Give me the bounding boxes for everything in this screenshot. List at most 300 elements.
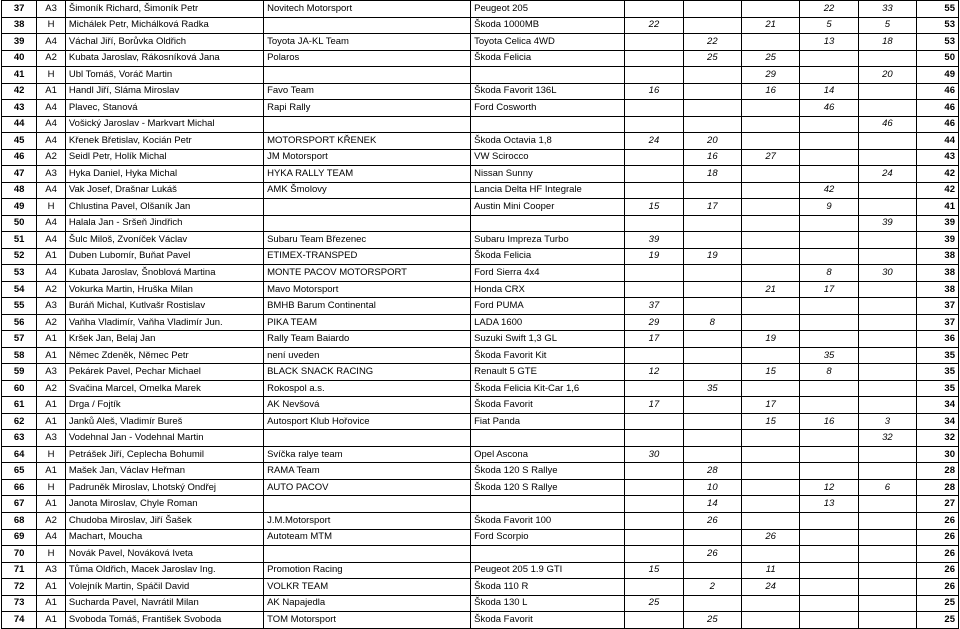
stage-1-points-cell	[625, 34, 683, 51]
stage-5-points-cell: 33	[858, 1, 916, 18]
stage-2-points-cell: 28	[683, 463, 741, 480]
stage-3-points-cell: 15	[742, 413, 800, 430]
class-cell: H	[37, 67, 66, 84]
crew-cell: Šimoník Richard, Šimoník Petr	[65, 1, 263, 18]
crew-cell: Janků Aleš, Vladimír Bureš	[65, 413, 263, 430]
stage-5-points-cell	[858, 298, 916, 315]
crew-cell: Seidl Petr, Holík Michal	[65, 149, 263, 166]
team-cell: Rokospol a.s.	[264, 380, 471, 397]
position-cell: 46	[2, 149, 37, 166]
team-cell	[264, 430, 471, 447]
stage-5-points-cell	[858, 248, 916, 265]
total-points-cell: 34	[917, 397, 959, 414]
stage-5-points-cell	[858, 232, 916, 249]
stage-4-points-cell	[800, 546, 858, 563]
stage-4-points-cell: 14	[800, 83, 858, 100]
car-cell	[471, 546, 625, 563]
stage-5-points-cell: 32	[858, 430, 916, 447]
team-cell: AUTO PACOV	[264, 479, 471, 496]
total-points-cell: 55	[917, 1, 959, 18]
stage-1-points-cell: 17	[625, 397, 683, 414]
car-cell	[471, 67, 625, 84]
stage-4-points-cell	[800, 380, 858, 397]
stage-5-points-cell	[858, 347, 916, 364]
results-body	[2, 1, 959, 629]
team-cell: AMK Šmolovy	[264, 182, 471, 199]
stage-4-points-cell	[800, 562, 858, 579]
crew-cell: Vaňha Vladimír, Vaňha Vladimír Jun.	[65, 314, 263, 331]
car-cell: Nissan Sunny	[471, 166, 625, 183]
stage-1-points-cell: 37	[625, 298, 683, 315]
stage-1-points-cell: 25	[625, 595, 683, 612]
team-cell: Rapi Rally	[264, 100, 471, 117]
class-cell: A2	[37, 512, 66, 529]
table-row	[2, 34, 959, 51]
stage-3-points-cell: 26	[742, 529, 800, 546]
stage-2-points-cell	[683, 182, 741, 199]
crew-cell: Michálek Petr, Michálková Radka	[65, 17, 263, 34]
class-cell: A1	[37, 397, 66, 414]
class-cell: H	[37, 546, 66, 563]
stage-5-points-cell: 3	[858, 413, 916, 430]
stage-2-points-cell	[683, 1, 741, 18]
table-row	[2, 380, 959, 397]
class-cell: H	[37, 17, 66, 34]
table-row	[2, 463, 959, 480]
stage-2-points-cell: 10	[683, 479, 741, 496]
stage-5-points-cell	[858, 199, 916, 216]
class-cell: A4	[37, 133, 66, 150]
crew-cell: Ubl Tomáš, Voráč Martin	[65, 67, 263, 84]
position-cell: 68	[2, 512, 37, 529]
total-points-cell: 42	[917, 182, 959, 199]
stage-1-points-cell: 22	[625, 17, 683, 34]
position-cell: 66	[2, 479, 37, 496]
table-row	[2, 166, 959, 183]
crew-cell: Vošický Jaroslav - Markvart Michal	[65, 116, 263, 133]
car-cell: Škoda Felicia	[471, 50, 625, 67]
total-points-cell: 26	[917, 512, 959, 529]
stage-3-points-cell	[742, 298, 800, 315]
table-row	[2, 496, 959, 513]
stage-3-points-cell	[742, 34, 800, 51]
stage-5-points-cell: 6	[858, 479, 916, 496]
stage-4-points-cell: 42	[800, 182, 858, 199]
stage-4-points-cell	[800, 298, 858, 315]
table-row	[2, 17, 959, 34]
stage-4-points-cell	[800, 331, 858, 348]
position-cell: 53	[2, 265, 37, 282]
total-points-cell: 46	[917, 100, 959, 117]
stage-3-points-cell	[742, 347, 800, 364]
crew-cell: Chudoba Miroslav, Jiří Šašek	[65, 512, 263, 529]
stage-5-points-cell	[858, 133, 916, 150]
table-row	[2, 50, 959, 67]
stage-2-points-cell	[683, 265, 741, 282]
stage-4-points-cell: 5	[800, 17, 858, 34]
table-row	[2, 67, 959, 84]
crew-cell: Sucharda Pavel, Navrátil Milan	[65, 595, 263, 612]
stage-5-points-cell: 20	[858, 67, 916, 84]
total-points-cell: 28	[917, 479, 959, 496]
position-cell: 44	[2, 116, 37, 133]
crew-cell: Machart, Moucha	[65, 529, 263, 546]
stage-4-points-cell: 22	[800, 1, 858, 18]
table-row	[2, 546, 959, 563]
car-cell: LADA 1600	[471, 314, 625, 331]
class-cell: A2	[37, 149, 66, 166]
stage-1-points-cell	[625, 579, 683, 596]
stage-3-points-cell: 19	[742, 331, 800, 348]
crew-cell: Vodehnal Jan - Vodehnal Martin	[65, 430, 263, 447]
stage-1-points-cell	[625, 347, 683, 364]
stage-2-points-cell: 19	[683, 248, 741, 265]
stage-4-points-cell: 8	[800, 364, 858, 381]
team-cell: BMHB Barum Continental	[264, 298, 471, 315]
team-cell: Favo Team	[264, 83, 471, 100]
stage-1-points-cell	[625, 413, 683, 430]
team-cell	[264, 199, 471, 216]
team-cell: Promotion Racing	[264, 562, 471, 579]
team-cell: JM Motorsport	[264, 149, 471, 166]
stage-3-points-cell: 16	[742, 83, 800, 100]
table-row	[2, 512, 959, 529]
total-points-cell: 26	[917, 579, 959, 596]
table-row	[2, 133, 959, 150]
stage-5-points-cell	[858, 149, 916, 166]
position-cell: 61	[2, 397, 37, 414]
results-table	[1, 0, 959, 629]
stage-4-points-cell: 16	[800, 413, 858, 430]
crew-cell: Mašek Jan, Václav Heřman	[65, 463, 263, 480]
position-cell: 45	[2, 133, 37, 150]
table-row	[2, 397, 959, 414]
stage-1-points-cell	[625, 380, 683, 397]
stage-3-points-cell: 21	[742, 17, 800, 34]
table-row	[2, 199, 959, 216]
total-points-cell: 35	[917, 380, 959, 397]
stage-5-points-cell	[858, 595, 916, 612]
crew-cell: Pekárek Pavel, Pechar Michael	[65, 364, 263, 381]
stage-2-points-cell	[683, 331, 741, 348]
total-points-cell: 53	[917, 17, 959, 34]
team-cell: TOM Motorsport	[264, 612, 471, 629]
team-cell: Autoteam MTM	[264, 529, 471, 546]
stage-3-points-cell	[742, 512, 800, 529]
class-cell: A4	[37, 116, 66, 133]
position-cell: 43	[2, 100, 37, 117]
table-row	[2, 248, 959, 265]
class-cell: A4	[37, 529, 66, 546]
stage-1-points-cell: 15	[625, 199, 683, 216]
team-cell	[264, 496, 471, 513]
car-cell: Peugeot 205	[471, 1, 625, 18]
team-cell: J.M.Motorsport	[264, 512, 471, 529]
stage-3-points-cell	[742, 133, 800, 150]
total-points-cell: 44	[917, 133, 959, 150]
stage-4-points-cell: 13	[800, 496, 858, 513]
stage-3-points-cell	[742, 446, 800, 463]
position-cell: 50	[2, 215, 37, 232]
stage-4-points-cell	[800, 314, 858, 331]
stage-2-points-cell	[683, 562, 741, 579]
total-points-cell: 30	[917, 446, 959, 463]
stage-5-points-cell	[858, 380, 916, 397]
table-row	[2, 83, 959, 100]
class-cell: A1	[37, 595, 66, 612]
team-cell	[264, 215, 471, 232]
stage-4-points-cell	[800, 133, 858, 150]
class-cell: A1	[37, 579, 66, 596]
car-cell: Suzuki Swift 1,3 GL	[471, 331, 625, 348]
class-cell: A2	[37, 380, 66, 397]
crew-cell: Handl Jiří, Sláma Miroslav	[65, 83, 263, 100]
stage-4-points-cell	[800, 248, 858, 265]
stage-1-points-cell: 29	[625, 314, 683, 331]
team-cell: Autosport Klub Hořovice	[264, 413, 471, 430]
table-row	[2, 215, 959, 232]
stage-2-points-cell	[683, 364, 741, 381]
stage-1-points-cell	[625, 1, 683, 18]
team-cell: ETIMEX-TRANSPED	[264, 248, 471, 265]
car-cell: Ford PUMA	[471, 298, 625, 315]
table-row	[2, 612, 959, 629]
crew-cell: Halala Jan - Sršeň Jindřich	[65, 215, 263, 232]
total-points-cell: 37	[917, 298, 959, 315]
stage-1-points-cell: 19	[625, 248, 683, 265]
total-points-cell: 32	[917, 430, 959, 447]
position-cell: 69	[2, 529, 37, 546]
team-cell: Polaros	[264, 50, 471, 67]
stage-2-points-cell	[683, 413, 741, 430]
stage-1-points-cell	[625, 281, 683, 298]
position-cell: 39	[2, 34, 37, 51]
car-cell: Škoda Favorit Kit	[471, 347, 625, 364]
position-cell: 54	[2, 281, 37, 298]
stage-5-points-cell	[858, 463, 916, 480]
car-cell: Lancia Delta HF Integrale	[471, 182, 625, 199]
crew-cell: Janota Miroslav, Chyle Roman	[65, 496, 263, 513]
stage-1-points-cell: 39	[625, 232, 683, 249]
table-row	[2, 364, 959, 381]
stage-5-points-cell: 39	[858, 215, 916, 232]
stage-3-points-cell: 25	[742, 50, 800, 67]
stage-4-points-cell: 13	[800, 34, 858, 51]
stage-5-points-cell	[858, 397, 916, 414]
car-cell: Škoda Favorit 136L	[471, 83, 625, 100]
car-cell: Škoda 110 R	[471, 579, 625, 596]
class-cell: A3	[37, 364, 66, 381]
class-cell: A4	[37, 182, 66, 199]
stage-2-points-cell: 20	[683, 133, 741, 150]
car-cell: Škoda Octavia 1,8	[471, 133, 625, 150]
stage-3-points-cell: 17	[742, 397, 800, 414]
stage-3-points-cell	[742, 182, 800, 199]
crew-cell: Chlustina Pavel, Olšaník Jan	[65, 199, 263, 216]
car-cell: Ford Scorpio	[471, 529, 625, 546]
car-cell: Škoda Felicia Kit-Car 1,6	[471, 380, 625, 397]
stage-3-points-cell	[742, 232, 800, 249]
stage-4-points-cell	[800, 215, 858, 232]
stage-3-points-cell	[742, 265, 800, 282]
team-cell: AK Napajedla	[264, 595, 471, 612]
car-cell: Fiat Panda	[471, 413, 625, 430]
stage-2-points-cell	[683, 67, 741, 84]
stage-5-points-cell	[858, 83, 916, 100]
stage-2-points-cell: 22	[683, 34, 741, 51]
crew-cell: Tůma Oldřich, Macek Jaroslav Ing.	[65, 562, 263, 579]
stage-1-points-cell	[625, 496, 683, 513]
total-points-cell: 27	[917, 496, 959, 513]
stage-1-points-cell	[625, 512, 683, 529]
total-points-cell: 46	[917, 116, 959, 133]
position-cell: 51	[2, 232, 37, 249]
stage-1-points-cell: 15	[625, 562, 683, 579]
stage-1-points-cell	[625, 529, 683, 546]
stage-5-points-cell: 30	[858, 265, 916, 282]
position-cell: 48	[2, 182, 37, 199]
stage-5-points-cell	[858, 100, 916, 117]
stage-4-points-cell	[800, 397, 858, 414]
stage-5-points-cell	[858, 612, 916, 629]
table-row	[2, 149, 959, 166]
car-cell	[471, 116, 625, 133]
stage-2-points-cell	[683, 595, 741, 612]
position-cell: 60	[2, 380, 37, 397]
position-cell: 70	[2, 546, 37, 563]
total-points-cell: 53	[917, 34, 959, 51]
crew-cell: Novák Pavel, Nováková Iveta	[65, 546, 263, 563]
stage-1-points-cell	[625, 265, 683, 282]
team-cell: AK Nevšová	[264, 397, 471, 414]
class-cell: A1	[37, 496, 66, 513]
table-row	[2, 314, 959, 331]
total-points-cell: 25	[917, 612, 959, 629]
stage-2-points-cell	[683, 430, 741, 447]
stage-5-points-cell	[858, 182, 916, 199]
team-cell: VOLKR TEAM	[264, 579, 471, 596]
stage-4-points-cell: 17	[800, 281, 858, 298]
stage-3-points-cell	[742, 100, 800, 117]
car-cell: Škoda 120 S Rallye	[471, 463, 625, 480]
position-cell: 57	[2, 331, 37, 348]
stage-1-points-cell	[625, 182, 683, 199]
position-cell: 38	[2, 17, 37, 34]
total-points-cell: 26	[917, 562, 959, 579]
position-cell: 52	[2, 248, 37, 265]
stage-4-points-cell	[800, 67, 858, 84]
stage-4-points-cell: 12	[800, 479, 858, 496]
crew-cell: Kubata Jaroslav, Šnoblová Martina	[65, 265, 263, 282]
stage-2-points-cell: 17	[683, 199, 741, 216]
position-cell: 56	[2, 314, 37, 331]
team-cell: PIKA TEAM	[264, 314, 471, 331]
car-cell: Toyota Celica 4WD	[471, 34, 625, 51]
crew-cell: Svoboda Tomáš, František Svoboda	[65, 612, 263, 629]
table-row	[2, 182, 959, 199]
stage-4-points-cell	[800, 612, 858, 629]
crew-cell: Šulc Miloš, Zvoníček Václav	[65, 232, 263, 249]
car-cell: Škoda 120 S Rallye	[471, 479, 625, 496]
car-cell: VW Scirocco	[471, 149, 625, 166]
stage-2-points-cell: 35	[683, 380, 741, 397]
position-cell: 49	[2, 199, 37, 216]
stage-3-points-cell	[742, 248, 800, 265]
total-points-cell: 39	[917, 215, 959, 232]
table-row	[2, 100, 959, 117]
stage-2-points-cell: 14	[683, 496, 741, 513]
class-cell: A1	[37, 612, 66, 629]
stage-1-points-cell	[625, 50, 683, 67]
class-cell: A3	[37, 430, 66, 447]
class-cell: A1	[37, 463, 66, 480]
team-cell: Rally Team Baiardo	[264, 331, 471, 348]
car-cell	[471, 430, 625, 447]
stage-2-points-cell	[683, 83, 741, 100]
stage-2-points-cell: 25	[683, 50, 741, 67]
position-cell: 65	[2, 463, 37, 480]
position-cell: 55	[2, 298, 37, 315]
crew-cell: Kubata Jaroslav, Rákosníková Jana	[65, 50, 263, 67]
stage-2-points-cell	[683, 232, 741, 249]
table-row	[2, 1, 959, 18]
stage-4-points-cell	[800, 116, 858, 133]
stage-3-points-cell	[742, 1, 800, 18]
stage-3-points-cell	[742, 463, 800, 480]
class-cell: A4	[37, 215, 66, 232]
total-points-cell: 46	[917, 83, 959, 100]
stage-1-points-cell	[625, 479, 683, 496]
position-cell: 42	[2, 83, 37, 100]
stage-5-points-cell	[858, 579, 916, 596]
car-cell: Škoda Favorit 100	[471, 512, 625, 529]
class-cell: A2	[37, 50, 66, 67]
stage-1-points-cell	[625, 67, 683, 84]
stage-5-points-cell	[858, 50, 916, 67]
stage-1-points-cell	[625, 215, 683, 232]
table-row	[2, 529, 959, 546]
total-points-cell: 25	[917, 595, 959, 612]
class-cell: A4	[37, 232, 66, 249]
stage-2-points-cell	[683, 17, 741, 34]
table-row	[2, 347, 959, 364]
stage-1-points-cell	[625, 430, 683, 447]
stage-2-points-cell	[683, 347, 741, 364]
total-points-cell: 28	[917, 463, 959, 480]
stage-4-points-cell	[800, 149, 858, 166]
total-points-cell: 43	[917, 149, 959, 166]
stage-3-points-cell	[742, 612, 800, 629]
table-row	[2, 595, 959, 612]
crew-cell: Padruněk Miroslav, Lhotský Ondřej	[65, 479, 263, 496]
team-cell	[264, 17, 471, 34]
stage-3-points-cell: 11	[742, 562, 800, 579]
total-points-cell: 26	[917, 529, 959, 546]
team-cell: Svíčka ralye team	[264, 446, 471, 463]
stage-3-points-cell	[742, 430, 800, 447]
class-cell: A2	[37, 314, 66, 331]
total-points-cell: 36	[917, 331, 959, 348]
car-cell: Ford Cosworth	[471, 100, 625, 117]
team-cell: MOTORSPORT KŘENEK	[264, 133, 471, 150]
car-cell: Honda CRX	[471, 281, 625, 298]
stage-3-points-cell: 24	[742, 579, 800, 596]
team-cell: RAMA Team	[264, 463, 471, 480]
stage-1-points-cell	[625, 116, 683, 133]
stage-2-points-cell	[683, 298, 741, 315]
stage-4-points-cell	[800, 463, 858, 480]
position-cell: 64	[2, 446, 37, 463]
